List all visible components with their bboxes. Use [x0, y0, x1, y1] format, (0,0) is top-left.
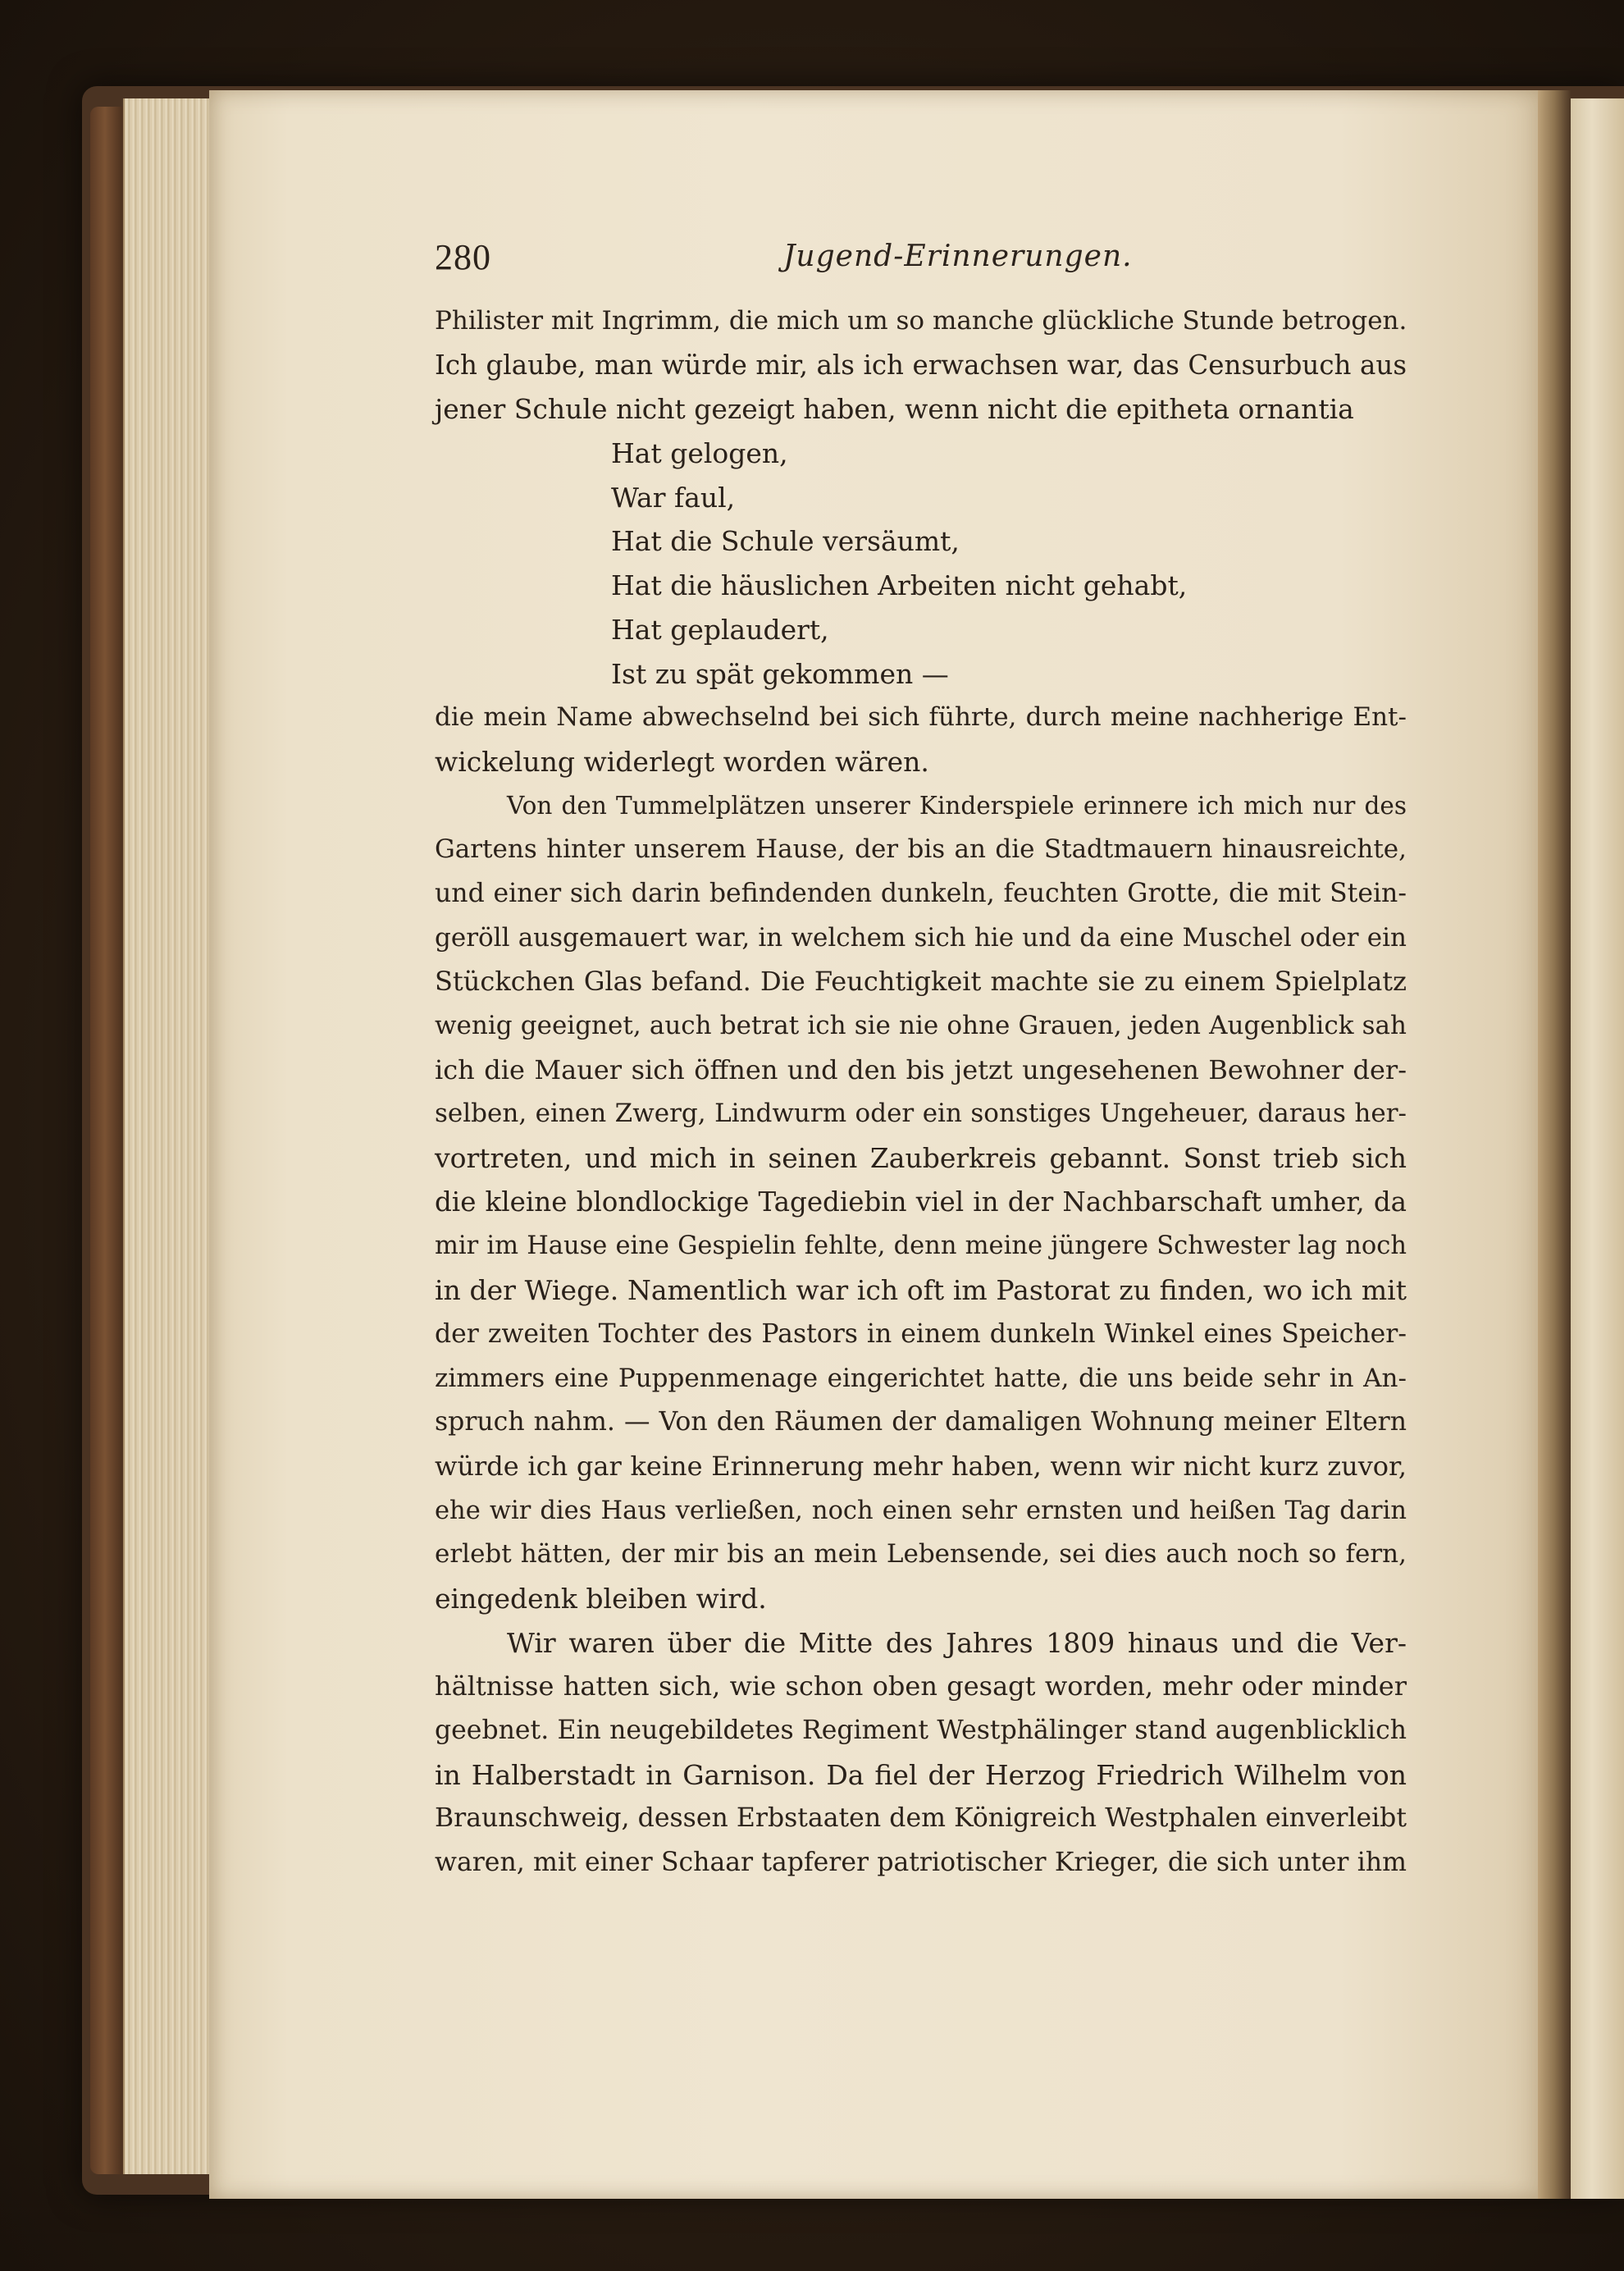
text-line: jener Schule nicht gezeigt haben, wenn nicht die epitheta ornantia [435, 393, 1354, 426]
paragraph-start: Wir waren über die Mitte des Jahres 1809 hinaus und die Ver- [507, 1626, 1407, 1659]
text-line: der zweiten Tochter des Pastors in einem dunkeln Winkel eines Speicher- [435, 1318, 1407, 1349]
text-line: ich die Mauer sich öffnen und den bis jetzt ungesehenen Bewohner der- [435, 1053, 1407, 1085]
list-item: Hat geplaudert, [611, 613, 829, 646]
text-line: die mein Name abwechselnd bei sich führte, durch meine nachherige Ent- [435, 702, 1407, 733]
text-line: in Halberstadt in Garnison. Da fiel der Herzog Friedrich Wilhelm von [435, 1758, 1407, 1791]
text-line: waren, mit einer Schaar tapferer patriotischer Krieger, die sich unter ihm [435, 1848, 1407, 1878]
running-head [431, 231, 1407, 281]
text-line: ehe wir dies Haus verließen, noch einen sehr ernsten und heißen Tag darin [435, 1496, 1407, 1525]
list-item: Hat gelogen, [611, 437, 788, 470]
text-line: Gartens hinter unserem Hause, der bis an die Stadtmauern hinausreichte, [435, 834, 1407, 865]
page-stack-edge [123, 98, 215, 2174]
text-line: würde ich gar keine Erinnerung mehr haben, wenn wir nicht kurz zuvor, [435, 1450, 1407, 1482]
text-line: in der Wiege. Namentlich war ich oft im Pastorat zu finden, wo ich mit [435, 1274, 1407, 1307]
text-line: eingedenk bleiben wird. [435, 1582, 767, 1615]
text-line: hältnisse hatten sich, wie schon oben gesagt worden, mehr oder minder [435, 1670, 1407, 1702]
text-line: mir im Hause eine Gespielin fehlte, denn meine jüngere Schwester lag noch [435, 1231, 1407, 1261]
text-line: vortreten, und mich in seinen Zauberkreis gebannt. Sonst trieb sich [435, 1142, 1407, 1175]
text-line: selben, einen Zwerg, Lindwurm oder ein sonstiges Ungeheuer, daraus her- [435, 1099, 1407, 1129]
list-item: War faul, [611, 481, 736, 514]
text-line: und einer sich darin befindenden dunkeln, feuchten Grotte, die mit Stein- [435, 878, 1407, 908]
text-line: Stückchen Glas befand. Die Feuchtigkeit machte sie zu einem Spielplatz [435, 966, 1407, 998]
page-number: 280 [435, 237, 491, 277]
text-line: Ich glaube, man würde mir, als ich erwachsen war, das Censurbuch aus [435, 349, 1407, 381]
list-item: Ist zu spät gekommen — [611, 657, 949, 690]
book-cover-edge [90, 107, 123, 2174]
text-line: erlebt hätten, der mir bis an mein Lebensende, sei dies auch noch so fern, [435, 1539, 1407, 1570]
book-gutter [1538, 90, 1571, 2199]
list-item: Hat die häuslichen Arbeiten nicht gehabt, [611, 569, 1188, 602]
facing-page-edge [1571, 98, 1624, 2199]
text-line: geebnet. Ein neugebildetes Regiment Westphälinger stand augenblicklich [435, 1716, 1407, 1745]
running-title: Jugend-Erinnerungen. [783, 240, 1133, 273]
body-text [435, 299, 1407, 1885]
text-line: geröll ausgemauert war, in welchem sich hie und da eine Muschel oder ein [435, 922, 1407, 953]
text-line: wickelung widerlegt worden wären. [435, 745, 929, 778]
text-line: wenig geeignet, auch betrat ich sie nie ohne Grauen, jeden Augenblick sah [435, 1011, 1407, 1040]
text-line: zimmers eine Puppenmenage eingerichtet hatte, die uns beide sehr in An- [435, 1363, 1407, 1393]
list-item: Hat die Schule versäumt, [611, 525, 960, 558]
text-line: spruch nahm. — Von den Räumen der damaligen Wohnung meiner Eltern [435, 1407, 1407, 1437]
paragraph-start: Von den Tummelplätzen unserer Kinderspiele erinnere ich mich nur des [507, 791, 1407, 820]
text-line: Braunschweig, dessen Erbstaaten dem Königreich Westphalen einverleibt [435, 1803, 1407, 1834]
text-line: die kleine blondlockige Tagediebin viel in der Nachbarschaft umher, da [435, 1186, 1407, 1218]
text-line: Philister mit Ingrimm, die mich um so manche glückliche Stunde betrogen. [435, 306, 1407, 336]
